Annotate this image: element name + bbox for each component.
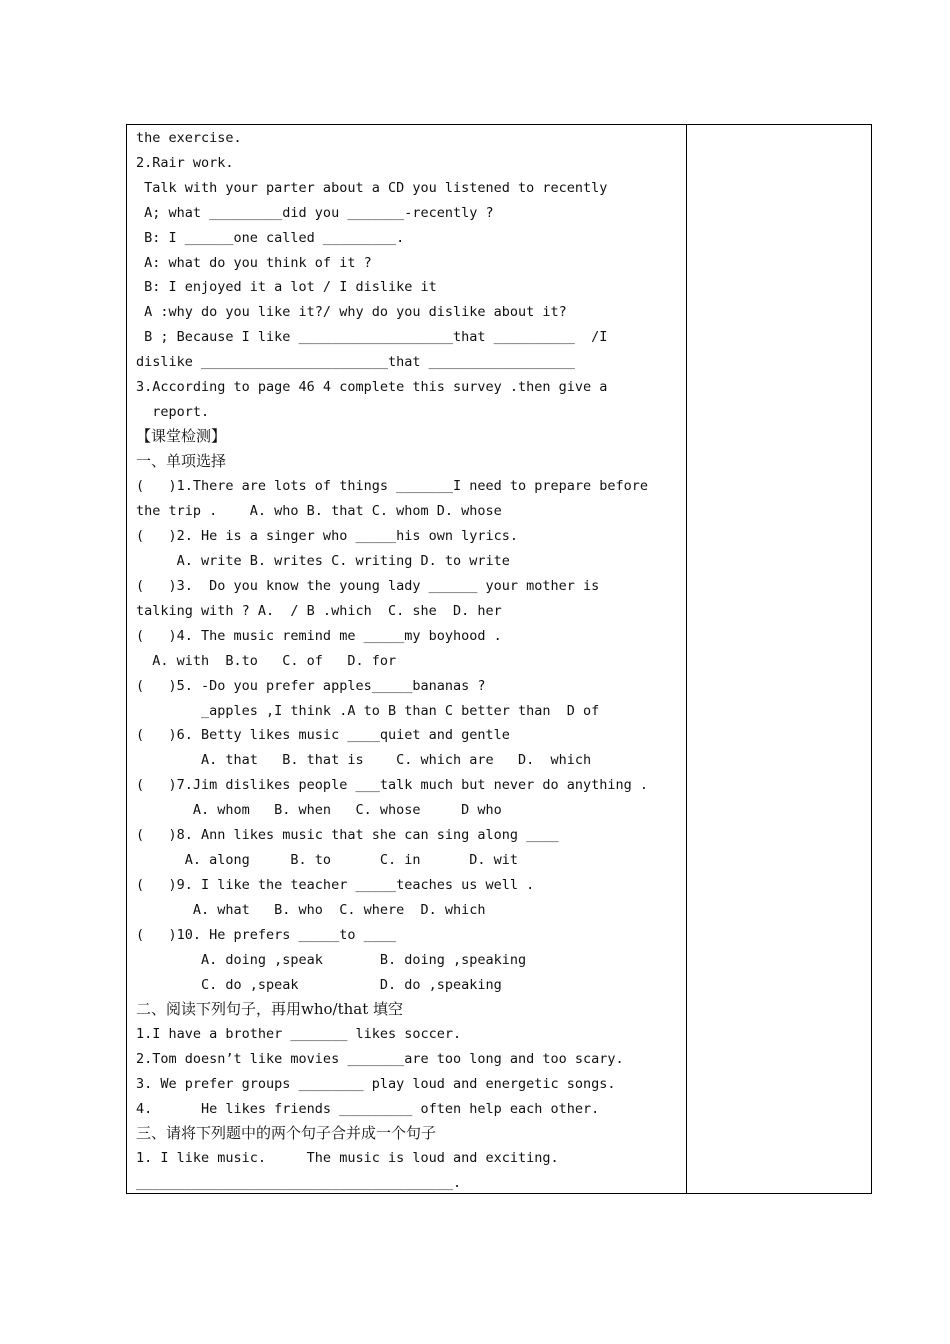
section-heading: 一、单项选择 [136,452,227,470]
options-line: A. doing ,speak B. doing ,speaking [136,952,527,968]
text-line: B: I ______one called _________. [136,230,405,246]
options-line: A. along B. to C. in D. wit [136,852,519,868]
text-line: A: what do you think of it ? [136,255,372,271]
text-line: B ; Because I like ___________________that __________ /I [136,329,608,345]
options-line: A. write B. writes C. writing D. to write [136,553,510,569]
section-heading: 二、阅读下列句子，再用who/that 填空 [136,1000,404,1018]
question-line: ( )9. I like the teacher _____teaches us well . [136,877,535,893]
fill-in-line: 4. He likes friends _________ often help each other. [136,1101,600,1117]
question-line: ( )10. He prefers _____to ____ [136,927,397,943]
text-line: A; what _________did you _______-recently ? [136,205,494,221]
text-line: 2.Rair work. [136,155,234,171]
options-line: _apples ,I think .A to B than C better than D of [136,703,600,719]
question-line: ( )6. Betty likes music ____quiet and gentle [136,727,510,743]
fill-in-line: 3. We prefer groups ________ play loud and energetic songs. [136,1076,616,1092]
options-line: A. what B. who C. where D. which [136,902,486,918]
notes-column [687,125,871,1193]
combine-line: 1. I like music. The music is loud and exciting. [136,1150,559,1166]
text-line: the exercise. [136,130,242,146]
question-line: ( )3. Do you know the young lady ______ your mother is [136,578,600,594]
options-line: the trip . A. who B. that C. whom D. whose [136,503,502,519]
exercise-column [136,125,681,1193]
worksheet-table [126,124,872,1194]
fill-in-line: 2.Tom doesn’t like movies _______are too long and too scary. [136,1051,624,1067]
options-line: C. do ,speak D. do ,speaking [136,977,502,993]
text-line: B: I enjoyed it a lot / I dislike it [136,279,437,295]
text-line: Talk with your parter about a CD you listened to recently [136,180,608,196]
question-line: ( )4. The music remind me _____my boyhood . [136,628,502,644]
section-heading: 【课堂检测】 [136,427,227,445]
options-line: A. with B.to C. of D. for [136,653,397,669]
question-line: ( )5. -Do you prefer apples_____bananas ? [136,678,486,694]
section-heading: 三、请将下列题中的两个句子合并成一个句子 [136,1124,437,1142]
text-line: 3.According to page 46 4 complete this survey .then give a [136,379,608,395]
options-line: A. whom B. when C. whose D who [136,802,502,818]
text-line: dislike _______________________that __________________ [136,354,575,370]
answer-blank: _______________________________________. [136,1175,462,1191]
fill-in-line: 1.I have a brother _______ likes soccer. [136,1026,462,1042]
options-line: talking with ? A. / B .which C. she D. her [136,603,502,619]
text-line: A :why do you like it?/ why do you dislike about it? [136,304,567,320]
question-line: ( )2. He is a singer who _____his own lyrics. [136,528,519,544]
options-line: A. that B. that is C. which are D. which [136,752,592,768]
question-line: ( )8. Ann likes music that she can sing along ____ [136,827,559,843]
question-line: ( )7.Jim dislikes people ___talk much but never do anything . [136,777,649,793]
text-line: report. [136,404,210,420]
question-line: ( )1.There are lots of things _______I need to prepare before [136,478,649,494]
